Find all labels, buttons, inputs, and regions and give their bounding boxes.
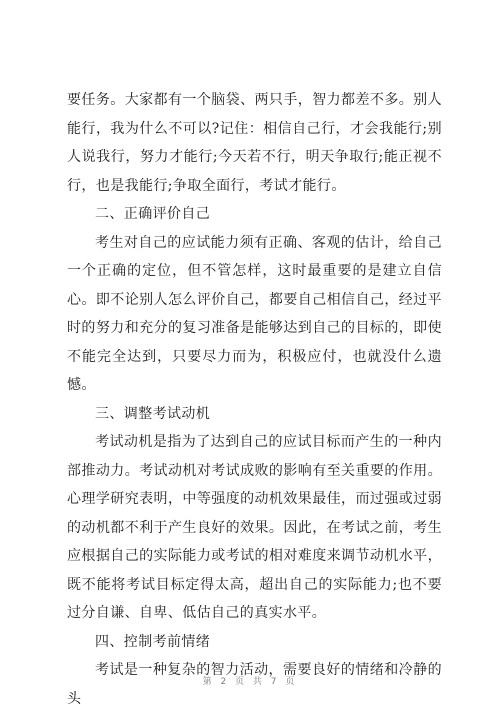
paragraph-control-emotion: 考试是一种复杂的智力活动，需要良好的情绪和冷静的头 (67, 662, 442, 707)
section-heading-control-emotion: 四、控制考前情绪 (95, 633, 211, 650)
page-number-footer: 第 2 页 共 7 页 (202, 677, 298, 687)
document-body (67, 86, 442, 713)
section-heading-evaluate-self: 二、正确评价自己 (95, 206, 211, 222)
section-heading-exam-motivation: 三、调整考试动机 (95, 405, 211, 422)
paragraph-intro-continuation: 要任务。大家都有一个脑袋、两只手，智力都差不多。别人能行，我为什么不可以?记住：相信自己行，才会我能行;别人说我行，努力才能行;今天若不行，明天争取行;能正视不行，也是我能行;争取全面行，考试才能行。 (67, 92, 442, 194)
paragraph-exam-motivation: 考试动机是指为了达到自己的应试目标而产生的一种内部推动力。考试动机对考试成败的影响有至关重要的作用。心理学研究表明，中等强度的动机效果最佳，而过强或过弱的动机都不利于产生良好的效果。因此，在考试之前，考生应根据自己的实际能力或考试的相对难度来调节动机水平，既不能将考试目标定得太高，超出自己的实际能力;也不要过分自谦、自卑、低估自己的真实水平。 (67, 434, 442, 621)
paragraph-evaluate-self: 考生对自己的应试能力须有正确、客观的估计，给自己一个正确的定位，但不管怎样，这时最重要的是建立自信心。即不论别人怎么评价自己，都要自己相信自己，经过平时的努力和充分的复习准备是能够达到自己的目标的，即使不能完全达到，只要尽力而为，积极应付，也就没什么遗憾。 (67, 234, 442, 393)
